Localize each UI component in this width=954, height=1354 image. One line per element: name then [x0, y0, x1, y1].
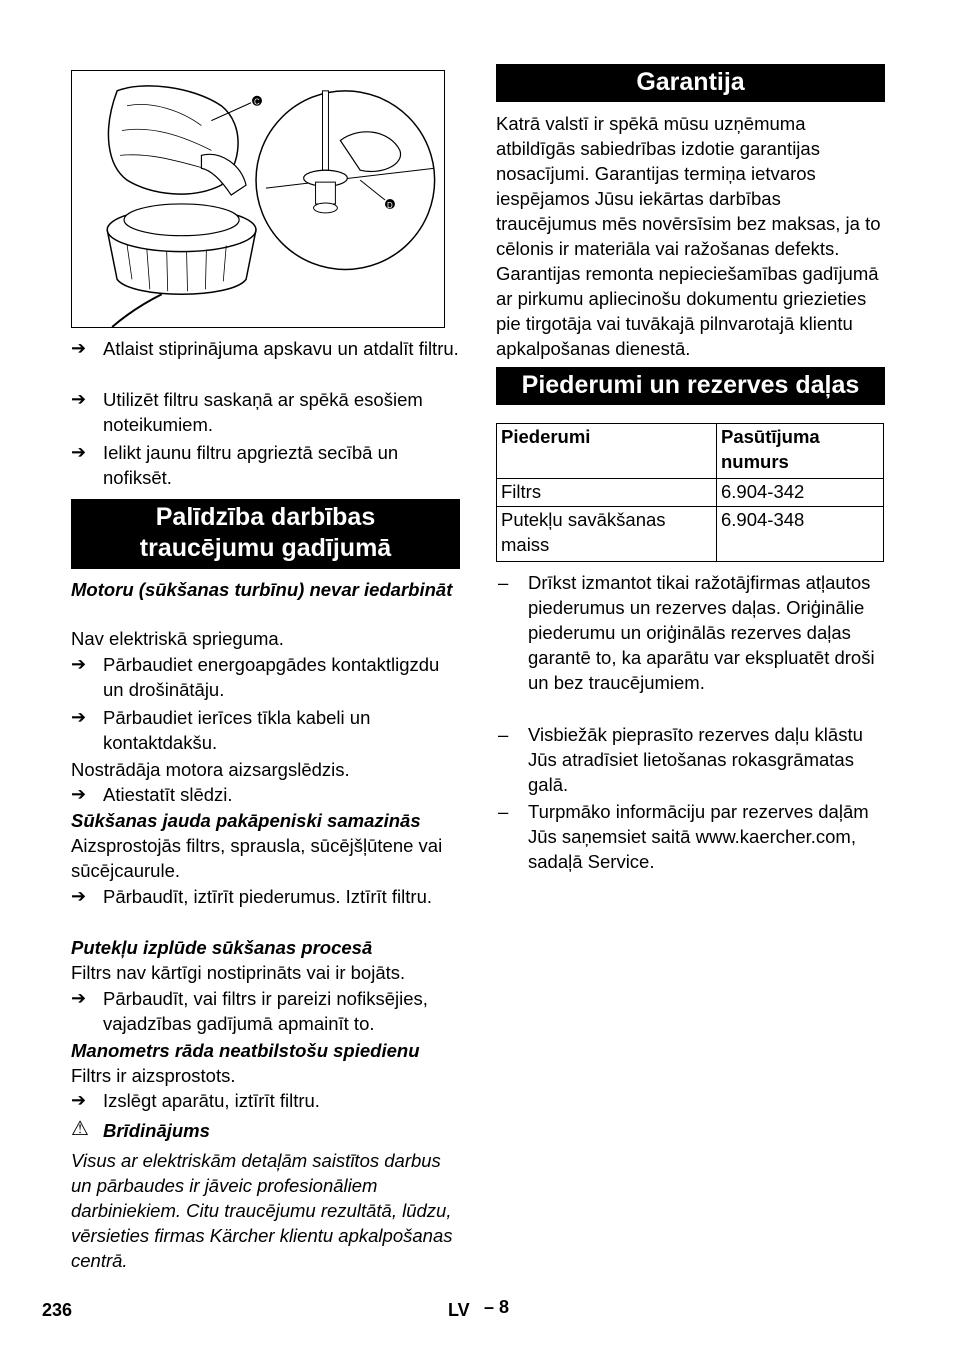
step-item: ➔ Pārbaudīt, vai filtrs ir pareizi nofiksējies, vajadzības gadījumā apmainīt to.: [71, 988, 428, 1034]
step-item: ➔ Atiestatīt slēdzi.: [71, 784, 233, 805]
language-code: LV: [448, 1300, 470, 1320]
table-header-cell: Piederumi: [497, 424, 717, 479]
parts-table: [496, 423, 884, 562]
warning-triangle-icon: ⚠: [71, 1118, 89, 1140]
help-heading: Palīdzība darbības traucējumu gadījumā: [71, 499, 460, 569]
warning-text: Visus ar elektriskām detaļām saistītos darbus un pārbaudes ir jāveic profesionāliem darbiniekiem. Citu traucējumu rezultātā, lūdzu, vērsieties firmas Kärcher klientu apkalpošanas centrā.: [71, 1150, 453, 1271]
step-item: ➔ Pārbaudiet ierīces tīkla kabeli un kontaktdakšu.: [71, 707, 371, 753]
dash-marker: –: [498, 724, 509, 745]
step-item: ➔ Ielikt jaunu filtru apgrieztā secībā un nofiksēt.: [71, 442, 399, 488]
table-cell: 6.904-342: [717, 479, 884, 507]
list-item: – Turpmāko informāciju par rezerves daļām Jūs saņemsiet saitā www.kaercher.com, sadaļā Service.: [498, 801, 869, 872]
step-item: ➔ Utilizēt filtru saskaņā ar spēkā esošiem noteikumiem.: [71, 389, 423, 435]
table-header-row: [497, 424, 884, 479]
table-cell: Filtrs: [497, 479, 717, 507]
step-item: ➔ Atlaist stiprinājuma apskavu un atdalīt filtru.: [71, 338, 459, 359]
step-item: ➔ Pārbaudiet energoapgādes kontaktligzdu un drošinātāju.: [71, 654, 440, 700]
trouble-1-cause-2: Nostrādāja motora aizsargslēdzis.: [71, 759, 350, 780]
arrow-right-icon: ➔: [71, 389, 87, 409]
arrow-right-icon: ➔: [71, 784, 87, 804]
warranty-text: Katrā valstī ir spēkā mūsu uzņēmuma atbildīgās sabiedrības izdotie garantijas nosacījumi. Garantijas termiņa ietvaros iespējamos Jūsu iekārtas darbības traucējumus mēs novērsīsim bez maksas, ja to cēlonis ir materiāla vai ražošanas defekts. Garantijas remonta nepieciešamības gadījumā ar pirkumu apliecinošu dokumentu griezieties pie tirgotāja vai tuvākajā pilnvarotajā klientu apkalpošanas dienestā.: [496, 113, 881, 359]
arrow-right-icon: ➔: [71, 442, 87, 462]
table-cell: 6.904-348: [717, 507, 884, 562]
sub-page-number: – 8: [484, 1297, 510, 1317]
filter-illustration: [71, 70, 445, 328]
trouble-4-title: Manometrs rāda neatbilstošu spiedienu: [71, 1040, 420, 1061]
callout-d: D: [386, 200, 393, 210]
arrow-right-icon: ➔: [71, 338, 87, 358]
table-header-cell: Pasūtījuma numurs: [717, 424, 884, 479]
arrow-right-icon: ➔: [71, 988, 87, 1008]
trouble-2-cause: Aizsprostojās filtrs, sprausla, sūcējšļūtene vai sūcējcaurule.: [71, 835, 443, 881]
step-item: ➔ Izslēgt aparātu, iztīrīt filtru.: [71, 1090, 320, 1111]
page-number: 236: [42, 1300, 73, 1320]
callout-c: C: [254, 97, 260, 107]
warning-heading: ⚠ Brīdinājums: [71, 1118, 210, 1141]
warranty-heading: Garantija: [496, 64, 885, 102]
list-item: – Visbiežāk pieprasīto rezerves daļu klāstu Jūs atradīsiet lietošanas rokasgrāmatas galā.: [498, 724, 863, 795]
list-item: – Drīkst izmantot tikai ražotājfirmas atļautos piederumus un rezerves daļas. Oriģinālie piederumu un oriģinālās rezerves daļas garantē to, ka aparātu var ekspluatēt droši un bez traucējumiem.: [498, 572, 875, 693]
arrow-right-icon: ➔: [71, 1090, 87, 1110]
parts-heading: Piederumi un rezerves daļas: [496, 367, 885, 405]
arrow-right-icon: ➔: [71, 707, 87, 727]
table-cell: Putekļu savākšanas maiss: [497, 507, 717, 562]
table-row: [497, 507, 884, 562]
arrow-right-icon: ➔: [71, 654, 87, 674]
trouble-3-cause: Filtrs nav kārtīgi nostiprināts vai ir bojāts.: [71, 962, 406, 983]
arrow-right-icon: ➔: [71, 886, 87, 906]
trouble-1-cause-1: Nav elektriskā sprieguma.: [71, 628, 284, 649]
dash-marker: –: [498, 801, 509, 822]
step-item: ➔ Pārbaudīt, iztīrīt piederumus. Iztīrīt filtru.: [71, 886, 433, 907]
trouble-2-title: Sūkšanas jauda pakāpeniski samazinās: [71, 810, 421, 831]
trouble-1-title: Motoru (sūkšanas turbīnu) nevar iedarbināt: [71, 579, 453, 600]
dash-marker: –: [498, 572, 509, 593]
vacuum-filter-drawing: [72, 71, 444, 327]
table-row: [497, 479, 884, 507]
trouble-3-title: Putekļu izplūde sūkšanas procesā: [71, 937, 373, 958]
trouble-4-cause: Filtrs ir aizsprostots.: [71, 1065, 236, 1086]
